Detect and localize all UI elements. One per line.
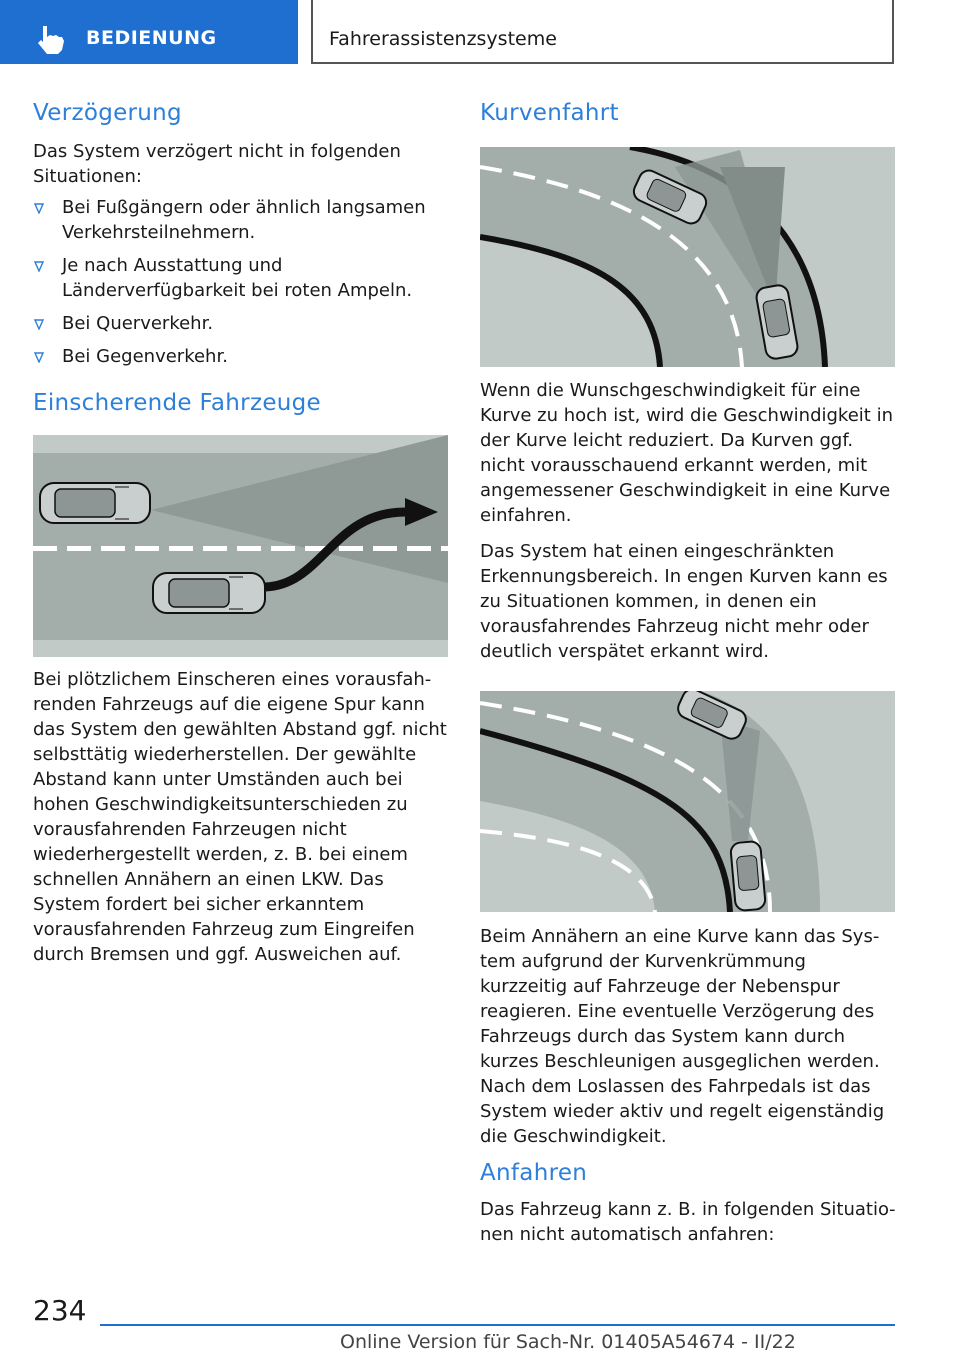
footer-divider — [100, 1324, 895, 1326]
verzoegerung-intro: Das System verzögert nicht in folgenden Situationen: — [33, 141, 401, 187]
car-icon — [40, 483, 150, 523]
bullet-triangle-icon — [34, 319, 44, 330]
chapter-tab-label: BEDIENUNG — [86, 27, 217, 49]
footer-online-version: Online Version für Sach-Nr. 01405A54674 - II/22 — [340, 1331, 796, 1353]
anfahren-paragraph: Das Fahrzeug kann z. B. in folgenden Situationen nicht automatisch anfahren: — [480, 1199, 896, 1245]
hand-pointer-icon — [34, 22, 68, 56]
section-title: Fahrerassistenzsysteme — [329, 28, 557, 50]
kurvenfahrt-paragraph-3: Beim Annähern an eine Kurve kann das System aufgrund der Kurvenkrümmung kurzzeitig auf Fahrzeuge der Nebenspur reagieren. Eine eventuelle Verzögerung des Fahrzeugs durch das System kann durch kurzes Beschleunigen ausgeglichen werden. Nach dem Loslassen des Fahrpedals ist das System wieder aktiv und regelt eigenständig die Geschwindigkeit. — [480, 926, 885, 1147]
illustration-einscheren — [33, 435, 448, 657]
kurvenfahrt-paragraph-1: Wenn die Wunschgeschwindigkeit für eine Kurve zu hoch ist, wird die Geschwindigkeit in der Kurve leicht reduziert. Da Kurven ggf. nicht vorausschauend erkannt werden, mit angemessener Geschwindigkeit in eine Kurve einfahren. — [480, 380, 893, 526]
einscherende-paragraph: Bei plötzlichem Einscheren eines vorausfahrenden Fahrzeugs auf die eigene Spur kann das System den gewählten Abstand ggf. nicht selbsttätig wiederherstellen. Der gewählte Abstand kann unter Umständen auch bei hohen Geschwindigkeitsunterschieden zu vorausfahrenden Fahrzeugen nicht wiederhergestellt werden, z. B. bei einem schnellen Annähern an einen LKW. Das System fordert bei sicher erkanntem vorausfahrenden Fahrzeug zum Eingreifen durch Bremsen und ggf. Ausweichen auf. — [33, 669, 447, 965]
bullet-text: Je nach Ausstattung und Länderverfügbarkeit bei roten Ampeln. — [62, 255, 413, 301]
section-title-box — [311, 0, 894, 64]
bullet-triangle-icon — [34, 261, 44, 272]
heading-verzoegerung: Verzögerung — [33, 100, 182, 126]
illustration-kurve-1 — [480, 147, 895, 367]
car-icon — [153, 573, 265, 613]
verzoegerung-bullet-list — [33, 195, 445, 377]
chapter-tab[interactable] — [0, 0, 298, 64]
kurvenfahrt-paragraph-2: Das System hat einen eingeschränkten Erkennungsbereich. In engen Kurven kann es zu Situationen kommen, in denen ein vorausfahrendes Fahrzeug nicht mehr oder deutlich verspätet erkannt wird. — [480, 541, 888, 662]
car-icon — [730, 841, 766, 911]
bullet-triangle-icon — [34, 352, 44, 363]
bullet-triangle-icon — [34, 203, 44, 214]
heading-kurvenfahrt: Kurvenfahrt — [480, 100, 619, 126]
list-item — [33, 195, 445, 245]
heading-einscherende-fahrzeuge: Einscherende Fahrzeuge — [33, 390, 321, 416]
page-number: 234 — [33, 1294, 87, 1327]
bullet-text: Bei Fußgängern oder ähnlich langsamen Verkehrsteilnehmern. — [62, 197, 426, 243]
list-item — [33, 311, 445, 336]
illustration-kurve-2 — [480, 691, 895, 912]
list-item — [33, 253, 445, 303]
bullet-text: Bei Gegenverkehr. — [62, 346, 228, 367]
bullet-text: Bei Querverkehr. — [62, 313, 214, 334]
heading-anfahren: Anfahren — [480, 1160, 588, 1186]
list-item — [33, 344, 445, 369]
